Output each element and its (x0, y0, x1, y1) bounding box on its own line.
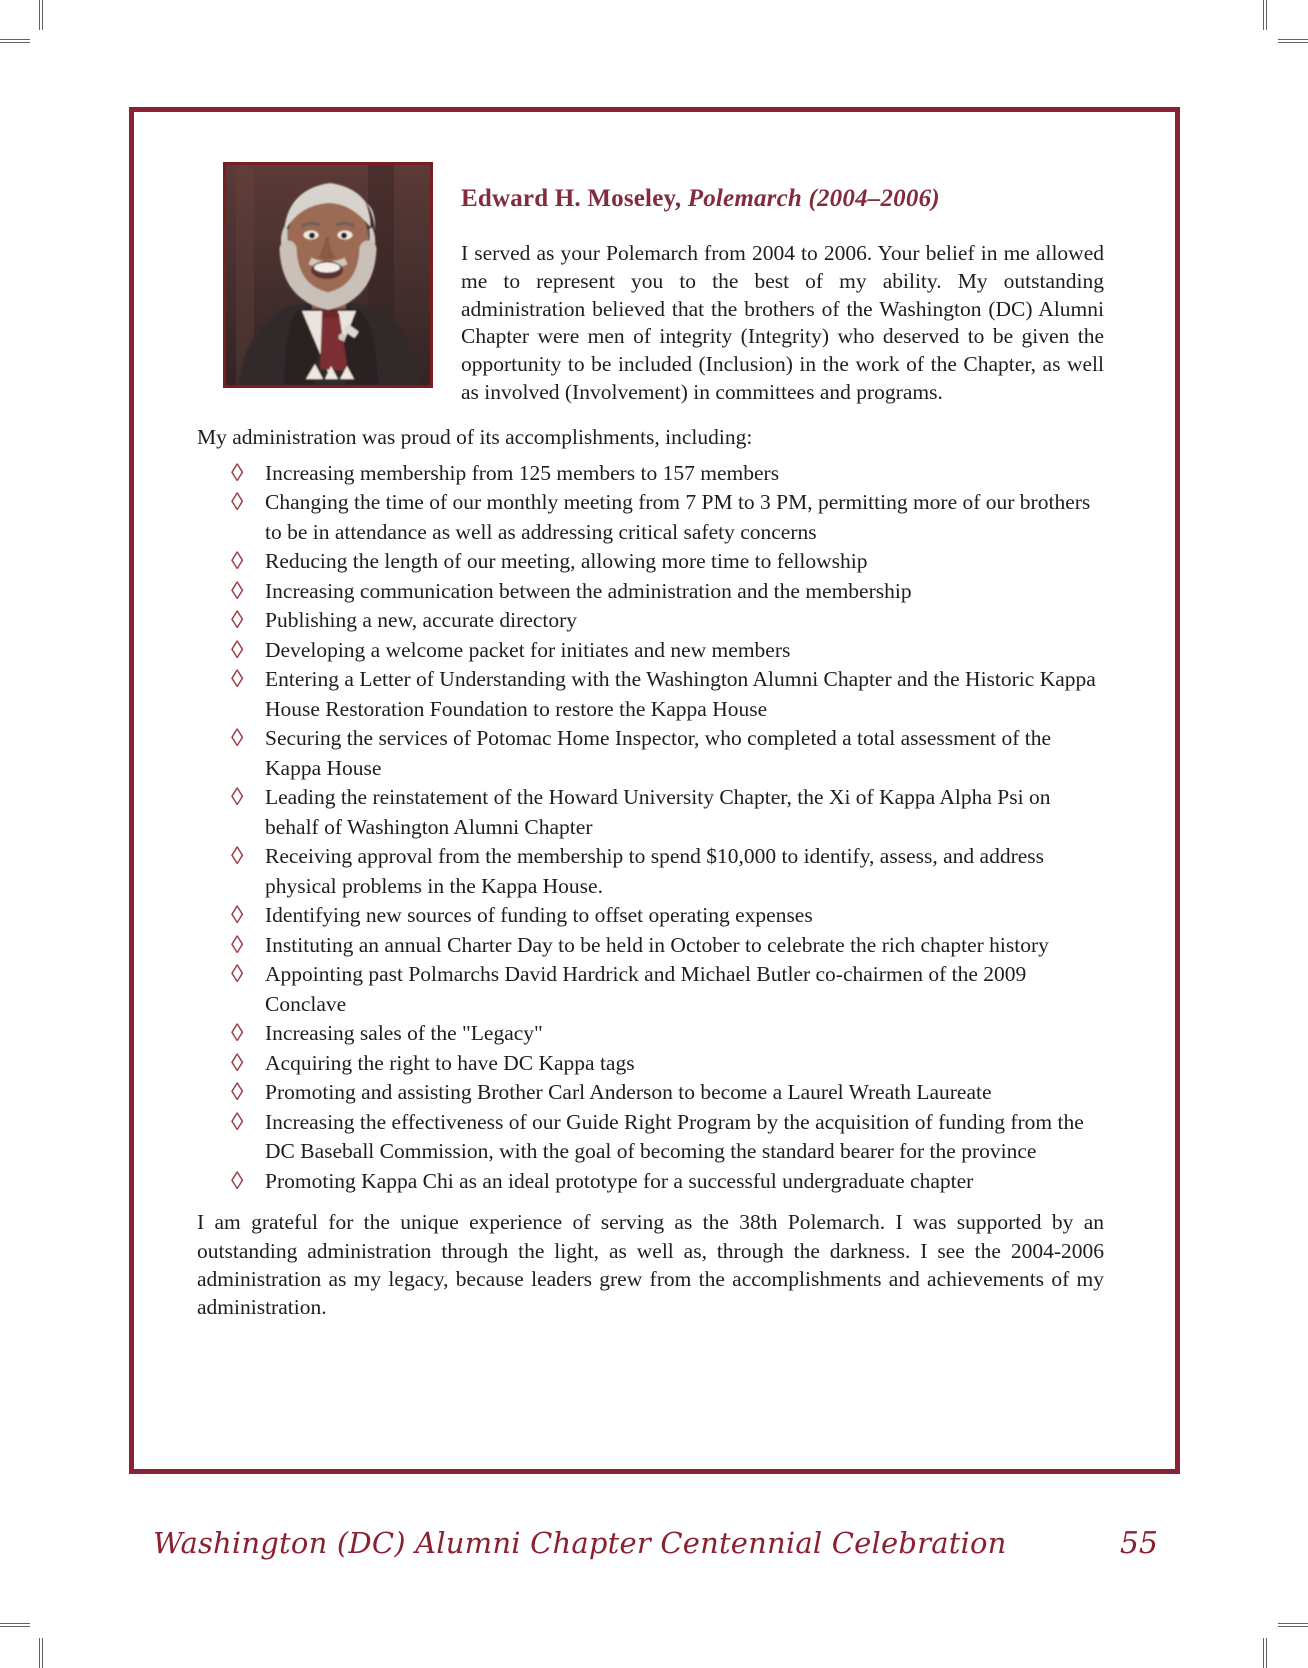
crop-mark-bottom-right-horizontal-icon (1278, 1623, 1308, 1627)
diamond-bullet-icon: ◊ (231, 961, 244, 989)
accomplishment-text: Receiving approval from the membership to spend $10,000 to identify, assess, and address physical problems in the Kappa House. (265, 844, 1045, 898)
diamond-bullet-icon: ◊ (231, 1167, 244, 1195)
accomplishment-item (197, 547, 1104, 577)
accomplishment-text: Leading the reinstatement of the Howard University Chapter, the Xi of Kappa Alpha Psi on behalf of Washington Alumni Chapter (265, 785, 1051, 839)
crop-mark-top-right-vertical-icon (1263, 0, 1267, 30)
page-footer (153, 1526, 1158, 1561)
accomplishment-text: Increasing sales of the "Legacy" (265, 1021, 543, 1046)
accomplishment-text: Identifying new sources of funding to offset operating expenses (265, 903, 813, 928)
accomplishment-item (197, 665, 1104, 724)
list-intro: My administration was proud of its accomplishments, including: (197, 424, 753, 449)
footer-title: Washington (DC) Alumni Chapter Centennial Celebration (153, 1526, 1007, 1560)
accomplishment-item (197, 901, 1104, 931)
crop-mark-top-right-horizontal-icon (1278, 39, 1308, 43)
accomplishment-text: Publishing a new, accurate directory (265, 608, 578, 633)
accomplishment-text: Promoting Kappa Chi as an ideal prototype for a successful undergraduate chapter (265, 1168, 974, 1193)
diamond-bullet-icon: ◊ (231, 489, 244, 517)
accomplishment-text: Increasing membership from 125 members to 157 members (265, 460, 780, 485)
accomplishment-item (197, 960, 1104, 1019)
accomplishment-text: Instituting an annual Charter Day to be held in October to celebrate the rich chapter history (265, 932, 1049, 957)
accomplishment-item (197, 488, 1104, 547)
portrait-photo (223, 162, 433, 388)
page-number: 55 (1119, 1526, 1158, 1561)
intro-paragraph: I served as your Polemarch from 2004 to 2006. Your belief in me allowed me to represent you to the best of my ability. My outstanding administration believed that the brothers of the Washington (DC) Alumni Chapter were men of integrity (Integrity) who deserved to be given the opportunity to be included (Inclusion) in the work of the Chapter, as well as involved (Involvement) in committees and programs. (461, 241, 1104, 404)
diamond-bullet-icon: ◊ (231, 725, 244, 753)
diamond-bullet-icon: ◊ (231, 1020, 244, 1048)
accomplishment-item (197, 577, 1104, 607)
accomplishment-text: Increasing the effectiveness of our Guide Right Program by the acquisition of funding from the DC Baseball Commission, with the goal of becoming the standard bearer for the province (265, 1109, 1084, 1164)
accomplishment-item (197, 636, 1104, 666)
closing-paragraph: I am grateful for the unique experience of serving as the 38th Polemarch. I was supported by an outstanding administration through the light, as well as, through the darkness. I see the 2004-2006 administration as my legacy, because leaders grew from the accomplishments and achievements of my administration. (197, 1210, 1104, 1320)
accomplishment-item (197, 1078, 1104, 1108)
content-card (129, 107, 1180, 1474)
accomplishment-text: Promoting and assisting Brother Carl Anderson to become a Laurel Wreath Laureate (265, 1080, 992, 1105)
diamond-bullet-icon: ◊ (231, 636, 244, 664)
accomplishment-item (197, 459, 1104, 489)
accomplishment-item (197, 606, 1104, 636)
accomplishment-text: Securing the services of Potomac Home Inspector, who completed a total assessment of the Kappa House (265, 726, 1052, 780)
portrait-photo-image (226, 165, 430, 385)
diamond-bullet-icon: ◊ (231, 548, 244, 576)
diamond-bullet-icon: ◊ (231, 666, 244, 694)
accomplishment-item (197, 931, 1104, 961)
crop-mark-top-left-horizontal-icon (0, 39, 30, 43)
diamond-bullet-icon: ◊ (231, 459, 244, 487)
accomplishment-item (197, 1019, 1104, 1049)
accomplishment-text: Reducing the length of our meeting, allowing more time to fellowship (265, 549, 868, 574)
diamond-bullet-icon: ◊ (231, 902, 244, 930)
accomplishment-text: Entering a Letter of Understanding with the Washington Alumni Chapter and the Historic Kappa House Restoration Foundation to restore the Kappa House (265, 667, 1096, 721)
accomplishment-item (197, 1167, 1104, 1197)
crop-mark-top-left-vertical-icon (39, 0, 43, 30)
crop-mark-bottom-left-horizontal-icon (0, 1623, 30, 1627)
accomplishment-item (197, 1108, 1104, 1167)
diamond-bullet-icon: ◊ (231, 931, 244, 959)
accomplishment-text: Developing a welcome packet for initiates and new members (265, 637, 791, 662)
accomplishment-text: Increasing communication between the administration and the membership (265, 578, 912, 603)
accomplishment-text: Appointing past Polmarchs David Hardrick and Michael Butler co-chairmen of the 2009 Conclave (265, 962, 1027, 1016)
diamond-bullet-icon: ◊ (231, 607, 244, 635)
diamond-bullet-icon: ◊ (231, 843, 244, 871)
diamond-bullet-icon: ◊ (231, 1079, 244, 1107)
accomplishment-text: Acquiring the right to have DC Kappa tags (265, 1050, 635, 1075)
member-name: Edward H. Moseley, (461, 185, 682, 212)
accomplishment-text: Changing the time of our monthly meeting from 7 PM to 3 PM, permitting more of our brothers to be in attendance as well as addressing critical safety concerns (265, 490, 1091, 544)
accomplishment-item (197, 724, 1104, 783)
diamond-bullet-icon: ◊ (231, 784, 244, 812)
accomplishment-item (197, 783, 1104, 842)
accomplishments-list (197, 459, 1104, 1197)
diamond-bullet-icon: ◊ (231, 577, 244, 605)
crop-mark-bottom-right-vertical-icon (1263, 1638, 1267, 1668)
diamond-bullet-icon: ◊ (231, 1108, 244, 1136)
member-title: Polemarch (2004–2006) (687, 185, 940, 212)
crop-mark-bottom-left-vertical-icon (39, 1638, 43, 1668)
accomplishment-item (197, 1049, 1104, 1079)
accomplishment-item (197, 842, 1104, 901)
diamond-bullet-icon: ◊ (231, 1049, 244, 1077)
